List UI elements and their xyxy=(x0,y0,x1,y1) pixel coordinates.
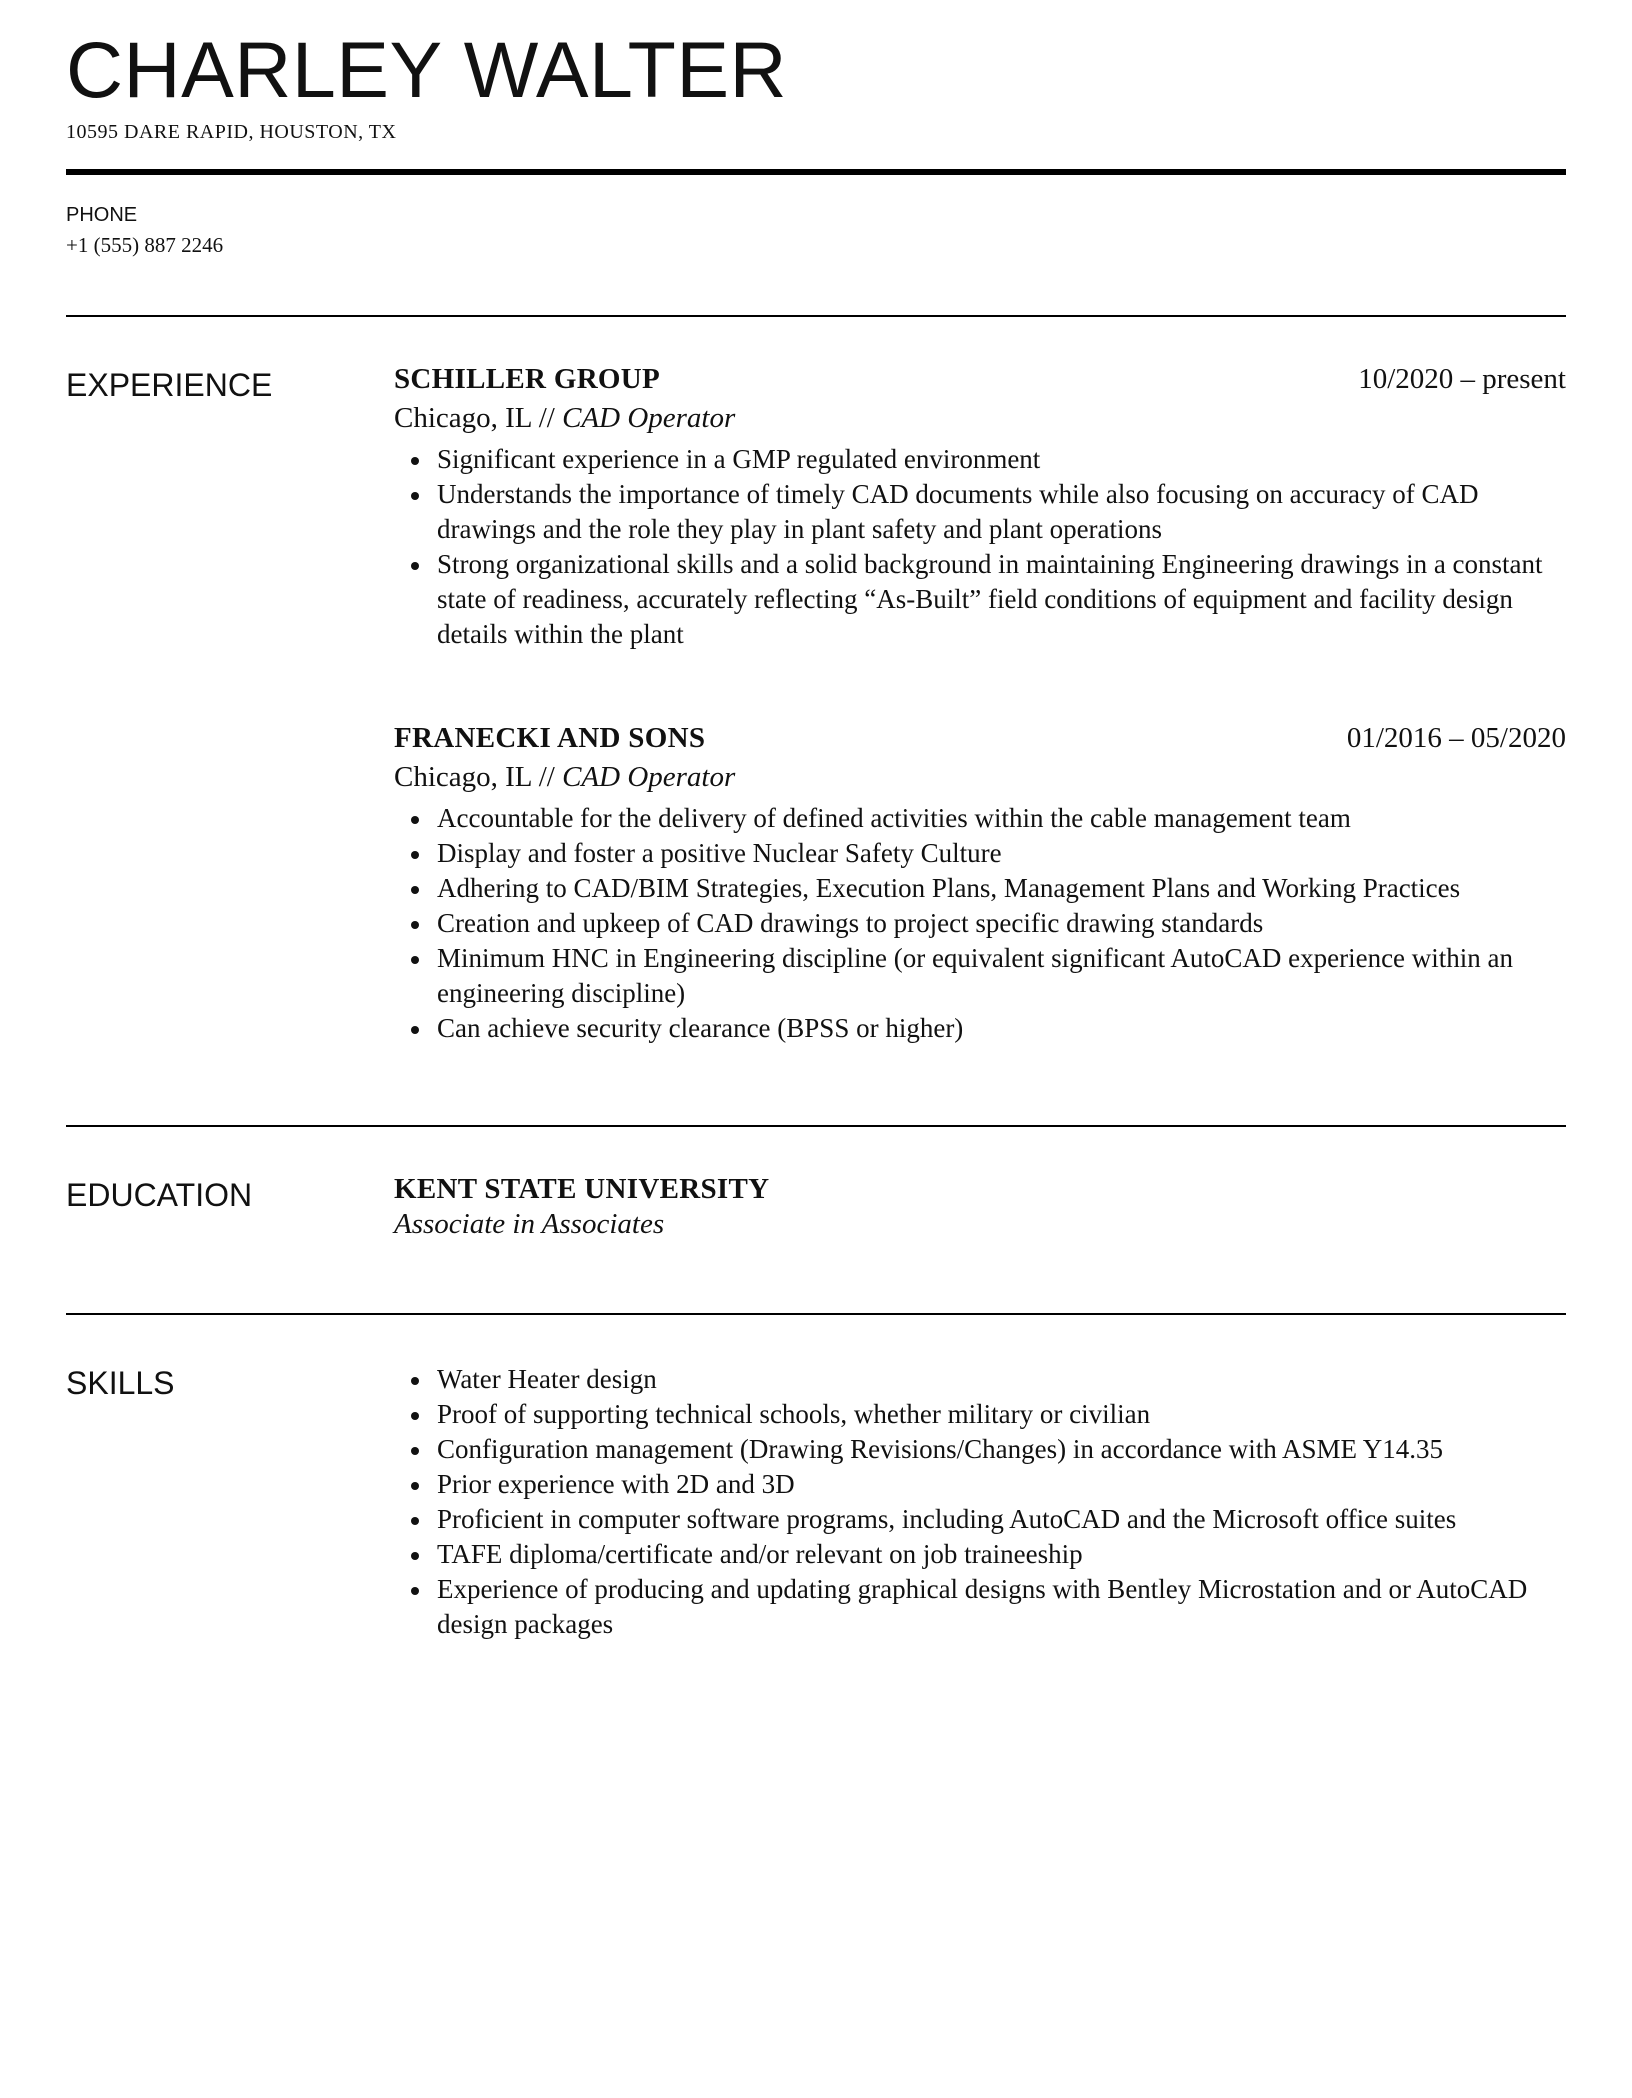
job-entry xyxy=(394,722,1566,1046)
phone-number: +1 (555) 887 2246 xyxy=(66,233,224,257)
list-item: Proof of supporting technical schools, whether military or civilian xyxy=(437,1397,1566,1432)
list-item: Can achieve security clearance (BPSS or higher) xyxy=(437,1011,1566,1046)
skills-title: SKILLS xyxy=(66,1365,175,1401)
degree: Associate in Associates xyxy=(394,1208,665,1240)
candidate-name: CHARLEY WALTER xyxy=(66,25,788,114)
job-location: Chicago, IL xyxy=(394,761,532,793)
header-divider xyxy=(66,169,1566,175)
experience-title: EXPERIENCE xyxy=(66,367,273,403)
list-item: Prior experience with 2D and 3D xyxy=(437,1467,1566,1502)
school-name: KENT STATE UNIVERSITY xyxy=(394,1173,770,1205)
job-location: Chicago, IL xyxy=(394,402,532,434)
list-item: Significant experience in a GMP regulated environment xyxy=(437,442,1566,477)
company-name: SCHILLER GROUP xyxy=(394,363,661,395)
job-role: CAD Operator xyxy=(562,402,736,434)
job-bullets xyxy=(394,801,1566,1046)
list-item: TAFE diploma/certificate and/or relevant on job traineeship xyxy=(437,1537,1566,1572)
job-entry xyxy=(394,363,1566,652)
skills-list xyxy=(394,1362,1566,1642)
list-item: Minimum HNC in Engineering discipline (or equivalent significant AutoCAD experience within an engineering discipline) xyxy=(437,941,1566,1011)
section-divider xyxy=(66,315,1566,317)
list-item: Adhering to CAD/BIM Strategies, Execution Plans, Management Plans and Working Practices xyxy=(437,871,1566,906)
job-dates: 01/2016 – 05/2020 xyxy=(1346,722,1566,754)
job-bullets xyxy=(394,442,1566,652)
section-divider xyxy=(66,1313,1566,1315)
list-item: Proficient in computer software programs, including AutoCAD and the Microsoft office suites xyxy=(437,1502,1566,1537)
list-item: Accountable for the delivery of defined activities within the cable management team xyxy=(437,801,1566,836)
list-item: Creation and upkeep of CAD drawings to project specific drawing standards xyxy=(437,906,1566,941)
education-entry xyxy=(394,1173,1566,1241)
list-item: Water Heater design xyxy=(437,1362,1566,1397)
job-dates: 10/2020 – present xyxy=(1358,363,1566,395)
list-item: Understands the importance of timely CAD documents while also focusing on accuracy of CAD drawings and the role they play in plant safety and plant operations xyxy=(437,477,1566,547)
list-item: Display and foster a positive Nuclear Safety Culture xyxy=(437,836,1566,871)
section-divider xyxy=(66,1125,1566,1127)
list-item: Experience of producing and updating graphical designs with Bentley Microstation and or AutoCAD design packages xyxy=(437,1572,1566,1642)
job-subtitle xyxy=(394,402,1566,442)
phone-label: PHONE xyxy=(66,204,138,226)
job-subtitle xyxy=(394,761,1566,801)
job-role: CAD Operator xyxy=(562,761,736,793)
subtitle-separator: // xyxy=(531,402,563,434)
skills-list-container xyxy=(394,1362,1566,1642)
subtitle-separator: // xyxy=(531,761,563,793)
company-name: FRANECKI AND SONS xyxy=(394,722,706,754)
education-title: EDUCATION xyxy=(66,1177,253,1213)
list-item: Configuration management (Drawing Revisions/Changes) in accordance with ASME Y14.35 xyxy=(437,1432,1566,1467)
address: 10595 DARE RAPID, HOUSTON, TX xyxy=(66,121,397,143)
list-item: Strong organizational skills and a solid background in maintaining Engineering drawings in a constant state of readiness, accurately reflecting “As-Built” field conditions of equipment and facility design details within the plant xyxy=(437,547,1566,652)
